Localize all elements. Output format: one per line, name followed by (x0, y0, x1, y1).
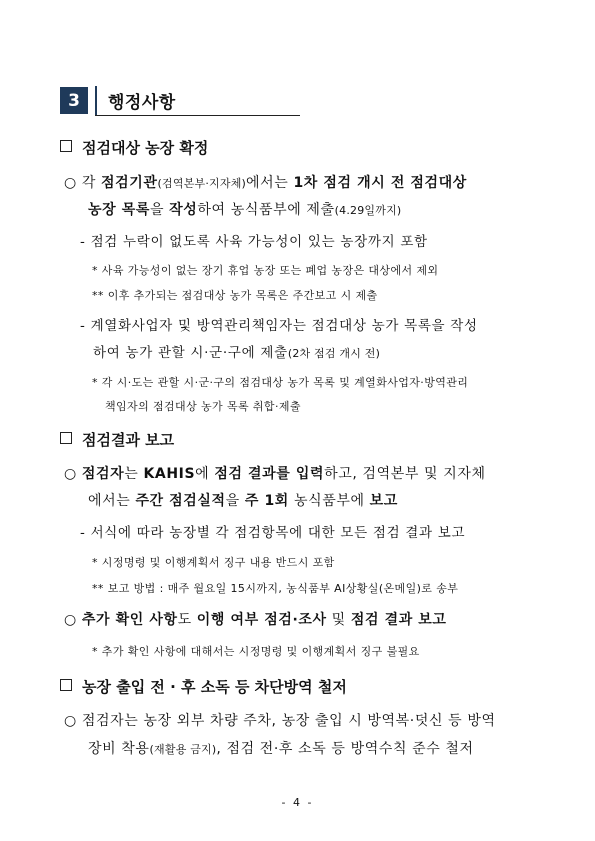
text-run: 1차 점검 개시 전 점검대상 (293, 175, 467, 191)
text-run: 하고, 검역본부 및 지자체 (324, 466, 486, 482)
section-underline (95, 115, 300, 116)
text-run: 점검기관 (101, 175, 158, 191)
page-number: - 4 - (281, 796, 314, 809)
checkbox-square-icon (60, 140, 72, 152)
text-run: 점검자 (81, 466, 125, 482)
h2-dash-1: - 서식에 따라 농장별 각 점검항목에 대한 모든 점검 결과 보고 (80, 525, 466, 541)
h1-note-2: ** 이후 추가되는 점검대상 농가 목록은 주간보고 시 제출 (92, 289, 378, 302)
text-run: 주 1회 (244, 493, 289, 509)
h1-note-1: * 사육 가능성이 없는 장기 휴업 농장 또는 폐업 농장은 대상에서 제외 (92, 264, 439, 277)
text-run: 작성 (169, 202, 198, 218)
text-run: 추가 확인 사항 (81, 612, 178, 628)
section-title: 행정사항 (108, 93, 176, 113)
h2-bullet-1-line-1 (64, 463, 486, 483)
h1-note-3-line-1: * 각 시·도는 관할 시·군·구의 점검대상 농가 목록 및 계열화사업자·방역관리 (92, 376, 469, 389)
h2-note-3: * 추가 확인 사항에 대해서는 시정명령 및 이행계획서 징구 불필요 (92, 645, 420, 658)
section-number-text: 3 (68, 90, 80, 111)
text-run: 을 (225, 493, 245, 509)
text-run: 주간 점검실적 (135, 493, 226, 509)
h2-bullet-1-line-2 (88, 490, 398, 510)
heading-1 (60, 137, 208, 158)
text-run: 하여 농가 관할 시·군·구에 제출 (93, 345, 288, 361)
heading-1-text: 점검대상 농장 확정 (82, 139, 209, 157)
text-run: 및 (326, 612, 351, 628)
heading-3 (60, 676, 347, 697)
text-run: (검역본부·지자체) (157, 177, 247, 190)
text-run: 는 (124, 466, 144, 482)
section-divider (95, 86, 97, 115)
h2-bullet-2 (64, 609, 447, 629)
text-run: (4.29일까지) (334, 204, 402, 217)
h1-bullet-1-line-2 (88, 199, 401, 219)
h3-bullet-1-line-1: ○ 점검자는 농장 외부 차량 주차, 농장 출입 시 방역복·덧신 등 방역 (64, 713, 496, 729)
text-run: 점검 결과 보고 (350, 612, 447, 628)
checkbox-square-icon (60, 432, 72, 444)
h3-bullet-1-line-2 (88, 738, 474, 758)
text-run: 이행 여부 점검·조사 (196, 612, 327, 628)
text-run: 에 (195, 466, 215, 482)
text-run: KAHIS (143, 466, 196, 482)
heading-2-text: 점검결과 보고 (82, 431, 175, 449)
text-run: 에서는 (88, 493, 136, 509)
text-run: ○ (64, 466, 82, 482)
text-run: 농장 목록 (88, 202, 150, 218)
h1-note-3-line-2: 책임자의 점검대상 농가 목록 취합·제출 (105, 400, 301, 413)
text-run: 하여 농식품부에 제출 (197, 202, 335, 218)
text-run: 보고 (369, 493, 398, 509)
text-run: (재활용 금지) (149, 743, 217, 756)
text-run: , 점검 전·후 소독 등 방역수칙 준수 철저 (216, 741, 474, 757)
heading-2 (60, 429, 174, 450)
text-run: 도 (177, 612, 197, 628)
text-run: 을 (149, 202, 170, 218)
text-run: ○ (64, 612, 82, 628)
h2-note-1: * 시정명령 및 이행계획서 징구 내용 반드시 포함 (92, 556, 335, 569)
text-run: 에서는 (246, 175, 294, 191)
text-run: 점검 결과를 입력 (214, 466, 325, 482)
h1-dash-2-line-2 (93, 341, 380, 361)
text-run: 농식품부에 (288, 493, 370, 509)
text-run: (2차 점검 개시 전) (287, 347, 381, 360)
checkbox-square-icon (60, 679, 72, 691)
section-number (60, 87, 88, 114)
h2-note-2: ** 보고 방법 : 매주 월요일 15시까지, 농식품부 AI상황실(온메일)로 송부 (92, 582, 459, 595)
text-run: 장비 착용 (88, 741, 150, 757)
h1-bullet-1-line-1 (64, 172, 467, 192)
text-run: ○ 각 (64, 175, 102, 191)
h1-dash-2-line-1: - 계열화사업자 및 방역관리책임자는 점검대상 농가 목록을 작성 (80, 318, 478, 334)
heading-3-text: 농장 출입 전 · 후 소독 등 차단방역 철저 (82, 678, 347, 696)
h1-dash-1: - 점검 누락이 없도록 사육 가능성이 있는 농장까지 포함 (80, 234, 428, 250)
